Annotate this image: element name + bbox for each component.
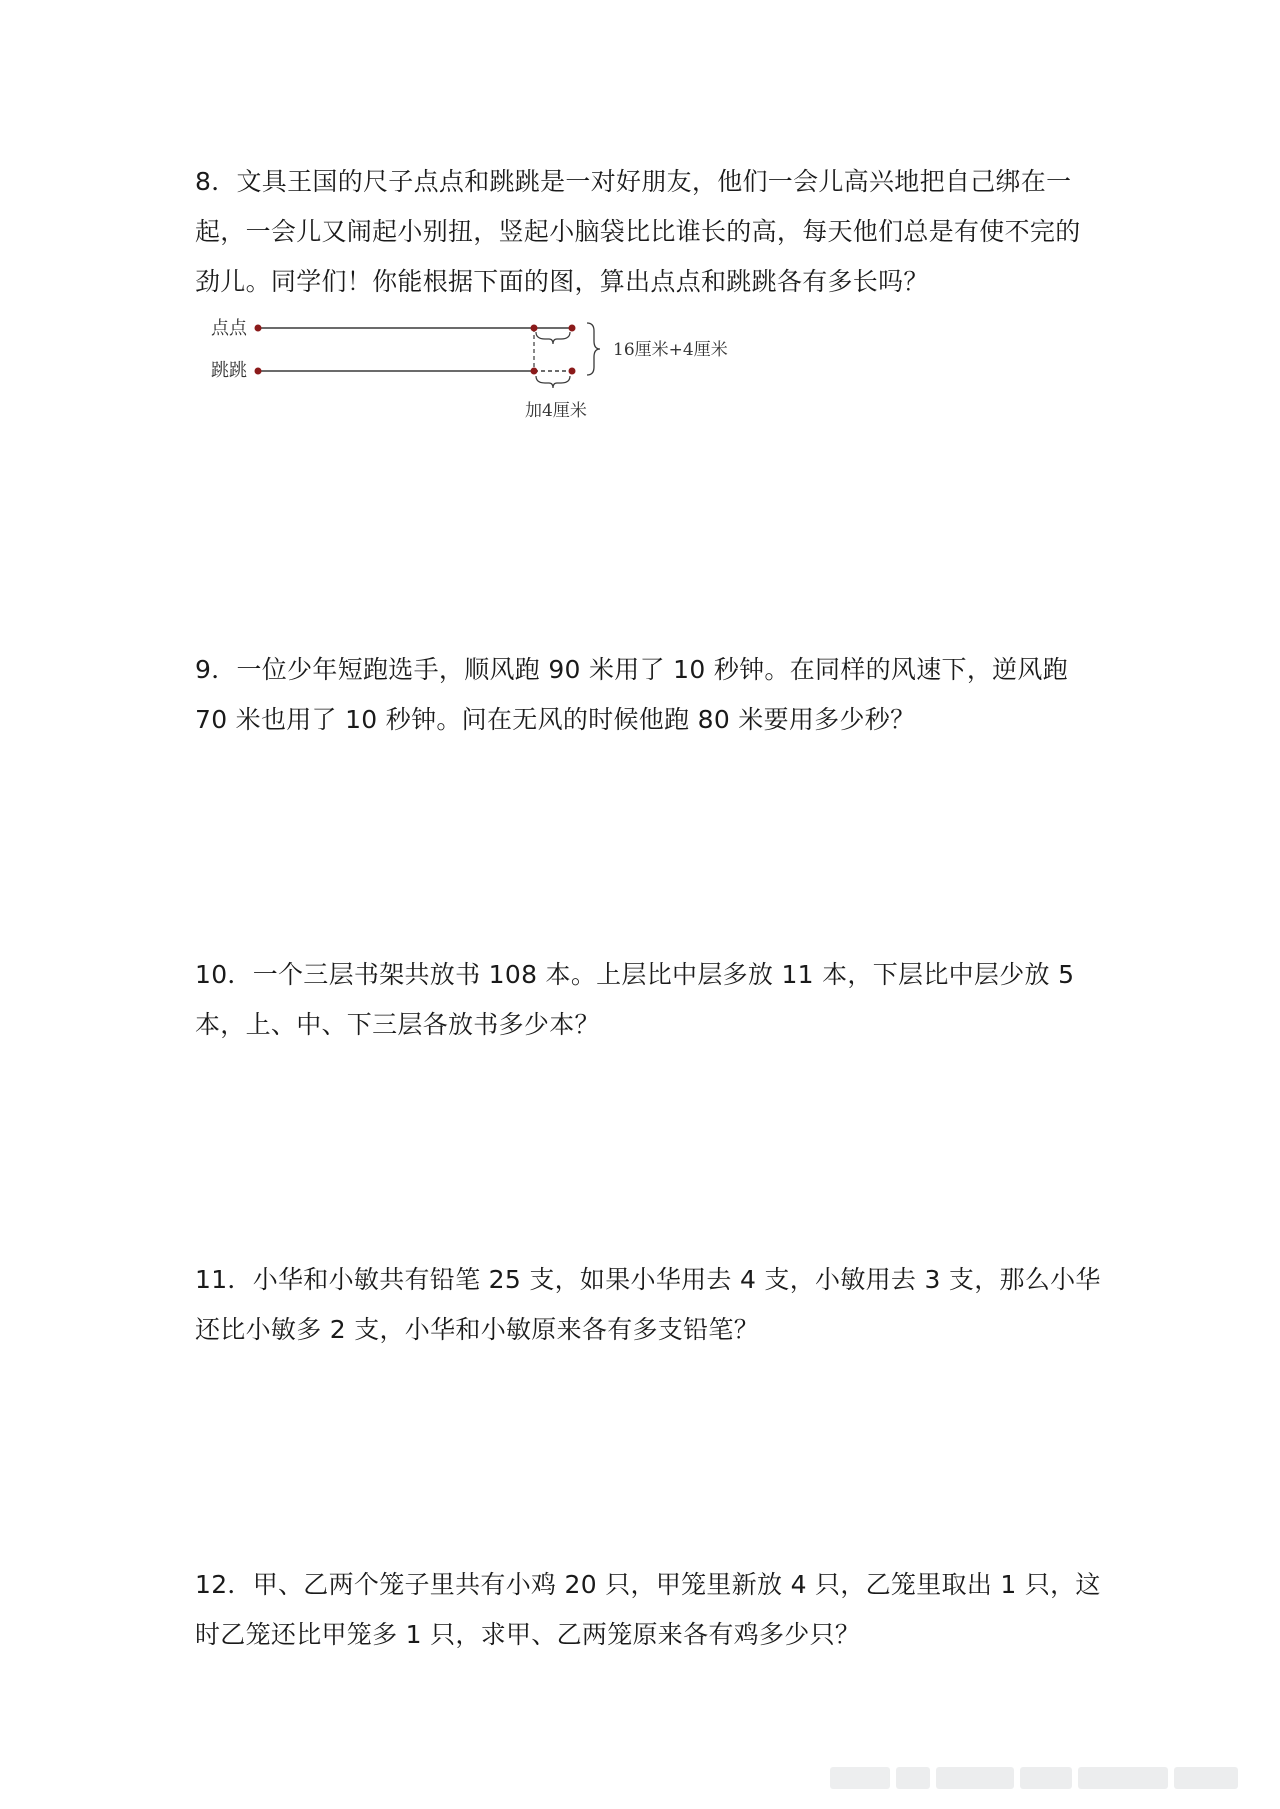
watermark-block [896, 1767, 930, 1789]
faint-watermark [830, 1762, 1270, 1794]
question-12-line-1: 12．甲、乙两个笼子里共有小鸡 20 只，甲笼里新放 4 只，乙笼里取出 1 只，这 [195, 1570, 1101, 1599]
dot-top-start [255, 325, 262, 332]
question-10-line-2: 本，上、中、下三层各放书多少本？ [195, 1010, 600, 1039]
question-12-line-2: 时乙笼还比甲笼多 1 只，求甲、乙两笼原来各有鸡多少只？ [195, 1620, 861, 1649]
question-8-line-2: 起，一会儿又闹起小别扭，竖起小脑袋比比谁长的高，每天他们总是有使不完的 [195, 217, 1081, 246]
question-8-line-1: 8．文具王国的尺子点点和跳跳是一对好朋友，他们一会儿高兴地把自己绑在一 [195, 167, 1072, 196]
question-9-line-2: 70 米也用了 10 秒钟。问在无风的时候他跑 80 米要用多少秒？ [195, 705, 916, 734]
brace-right [587, 323, 600, 375]
question-10 [195, 950, 1100, 1050]
brace-top-small [536, 332, 570, 344]
question-11-line-2: 还比小敏多 2 支，小华和小敏原来各有多支铅笔？ [195, 1315, 760, 1344]
question-9-line-1: 9．一位少年短跑选手，顺风跑 90 米用了 10 秒钟。在同样的风速下，逆风跑 [195, 655, 1069, 684]
dot-top-mid [531, 325, 538, 332]
line-segment-diagram [195, 313, 755, 433]
dot-top-end [569, 325, 576, 332]
question-10-line-1: 10．一个三层书架共放书 108 本。上层比中层多放 11 本，下层比中层少放 5 [195, 960, 1075, 989]
dot-bottom-end [569, 368, 576, 375]
question-11-line-1: 11．小华和小敏共有铅笔 25 支，如果小华用去 4 支，小敏用去 3 支，那么小华 [195, 1265, 1101, 1294]
diagram-label-bottom: 跳跳 [211, 360, 247, 381]
question-9 [195, 645, 1100, 745]
watermark-block [830, 1767, 890, 1789]
watermark-block [1174, 1767, 1238, 1789]
watermark-block [936, 1767, 1014, 1789]
watermark-block [1078, 1767, 1168, 1789]
dot-bottom-start [255, 368, 262, 375]
diagram-svg [195, 313, 755, 433]
question-12 [195, 1560, 1100, 1660]
question-8 [195, 157, 1100, 307]
dot-bottom-mid [531, 368, 538, 375]
question-11 [195, 1255, 1100, 1355]
diagram-sum-note: 16厘米+4厘米 [613, 340, 728, 360]
question-8-line-3: 劲儿。同学们！你能根据下面的图，算出点点和跳跳各有多长吗？ [195, 267, 929, 296]
diagram-diff-note: 加4厘米 [525, 401, 587, 421]
watermark-block [1020, 1767, 1072, 1789]
diagram-label-top: 点点 [211, 318, 247, 339]
brace-bottom-small [536, 376, 570, 388]
